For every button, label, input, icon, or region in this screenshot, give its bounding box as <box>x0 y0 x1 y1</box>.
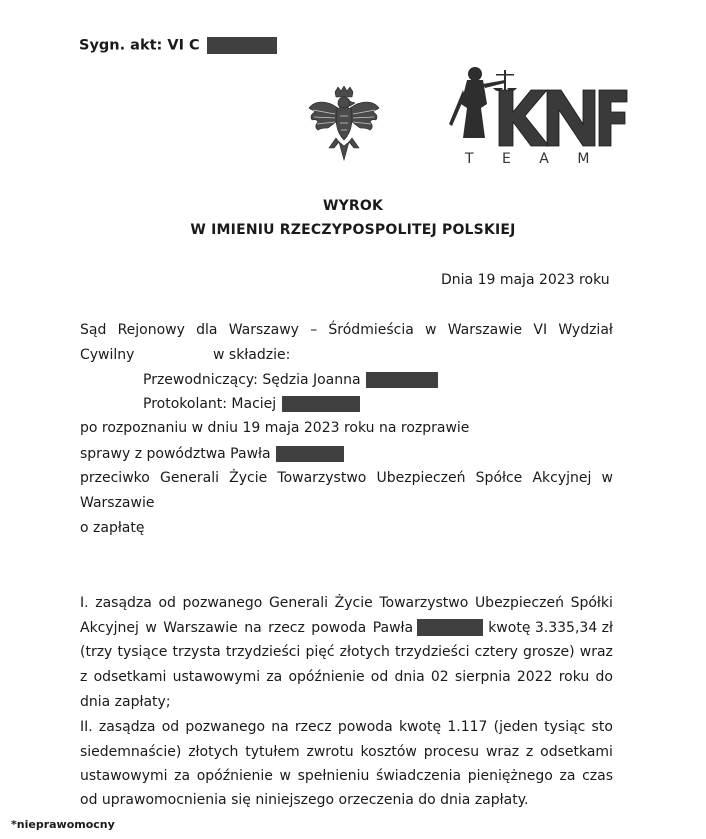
ruling-1-line-2: Akcyjnej w Warszawie na rzecz powoda Pawła kwotę 3.335,34 zł <box>80 619 613 636</box>
document-subtitle: W IMIENIU RZECZYPOSPOLITEJ POLSKIEJ <box>190 222 516 238</box>
defendant-line-2: Warszawie <box>80 495 155 511</box>
defendant-line-1: przeciwko Generali Życie Towarzystwo Ubezpieczeń Spółce Akcyjnej w <box>80 470 613 486</box>
redaction-box <box>417 619 483 636</box>
ruling-1-line-3: (trzy tysiące trzysta trzydzieści pięć złotych trzydzieści cztery grosze) wraz <box>80 644 613 660</box>
court-clerk: Protokolant: Maciej <box>143 396 360 412</box>
ruling-2-line-2: siedemnaście) złotych tytułem zwrotu kosztów procesu wraz z odsetkami <box>80 744 613 760</box>
footnote: *nieprawomocny <box>11 818 115 831</box>
case-number-label: Sygn. akt: VI C <box>79 37 200 54</box>
redaction-box <box>366 372 438 388</box>
redaction-box <box>207 37 277 54</box>
plaintiff-line: sprawy z powództwa Pawła <box>80 446 344 462</box>
redaction-box <box>282 396 360 412</box>
ruling-1-line-4: z odsetkami ustawowymi za opóźnienie od dnia 02 sierpnia 2022 roku do <box>80 669 613 685</box>
ruling-2-line-1: II. zasądza od pozwanego na rzecz powoda kwotę 1.117 (jeden tysiąc sto <box>80 719 613 735</box>
knf-team-logo <box>443 60 633 168</box>
hearing-line: po rozpoznaniu w dniu 19 maja 2023 roku na rozprawie <box>80 420 470 436</box>
case-number <box>79 37 277 54</box>
ruling-2-line-3: ustawowymi za opóźnienie w spełnieniu świadczenia pieniężnego za czas <box>80 768 613 784</box>
court-line-2a: Cywilny <box>80 347 135 363</box>
ruling-1-line-5: dnia zapłaty; <box>80 694 171 710</box>
document-title: WYROK <box>322 198 384 214</box>
logo-subtext: T E A M <box>465 151 602 167</box>
lady-justice-icon <box>443 60 633 168</box>
court-line-2b: w składzie: <box>213 347 291 363</box>
presiding-judge: Przewodniczący: Sędzia Joanna <box>143 372 438 388</box>
polish-eagle-emblem <box>305 86 383 166</box>
ruling-2-line-4: od uprawomocnienia się niniejszego orzeczenia do dnia zapłaty. <box>80 792 529 808</box>
ruling-1-line-1: I. zasądza od pozwanego Generali Życie Towarzystwo Ubezpieczeń Spółki <box>80 595 613 611</box>
redaction-box <box>276 446 344 462</box>
subject-line: o zapłatę <box>80 520 145 536</box>
court-line-1: Sąd Rejonowy dla Warszawy – Śródmieścia w Warszawie VI Wydział <box>80 322 613 338</box>
date-line: Dnia 19 maja 2023 roku <box>441 272 610 288</box>
